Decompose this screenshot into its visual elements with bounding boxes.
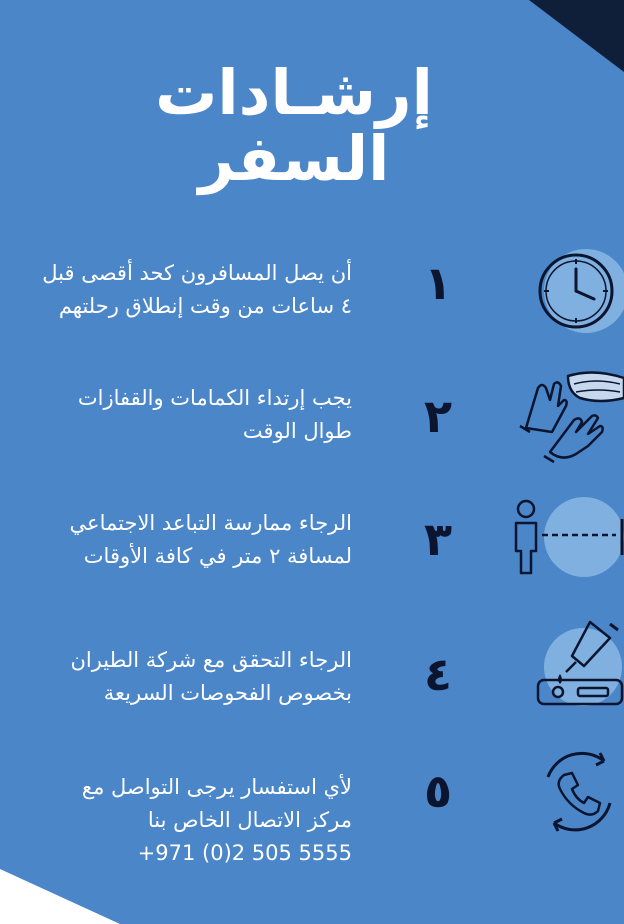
guideline-line-1: أن يصل المسافرون كحد أقصى قبل	[42, 261, 352, 285]
clock-icon	[536, 247, 624, 337]
guideline-number: ٣	[423, 512, 453, 566]
guideline-text	[0, 507, 352, 573]
guideline-text	[0, 257, 352, 323]
guideline-line-1: الرجاء ممارسة التباعد الاجتماعي	[69, 511, 352, 535]
guideline-number: ٤	[423, 647, 453, 701]
guideline-line-2: بخصوص الفحوصات السريعة	[103, 681, 352, 705]
corner-decoration-white	[0, 869, 120, 924]
guideline-text	[0, 644, 352, 710]
rapid-test-icon	[530, 616, 624, 710]
guideline-item-1	[0, 245, 624, 355]
guideline-line-1: الرجاء التحقق مع شركة الطيران	[70, 648, 352, 672]
guideline-line-2: مركز الاتصال الخاص بنا	[147, 808, 352, 832]
social-distance-icon	[508, 495, 624, 585]
phone-icon	[534, 747, 624, 837]
guideline-line-1: لأي استفسار يرجى التواصل مع	[81, 775, 352, 799]
guideline-item-4	[0, 640, 624, 750]
guideline-number: ٢	[423, 389, 453, 443]
page-title	[134, 56, 454, 195]
guideline-item-2	[0, 378, 624, 488]
mask-gloves-icon	[516, 370, 624, 470]
corner-decoration-dark	[529, 0, 624, 72]
guideline-line-2: لمسافة ٢ متر في كافة الأوقات	[83, 544, 352, 568]
guideline-item-3	[0, 505, 624, 615]
guideline-text	[0, 771, 352, 870]
guideline-line-2: طوال الوقت	[242, 419, 352, 443]
guideline-item-5	[0, 765, 624, 875]
guideline-number: ٥	[423, 764, 453, 818]
guideline-line-2: ٤ ساعات من وقت إنطلاق رحلتهم	[58, 294, 352, 318]
guideline-number: ١	[423, 256, 453, 310]
title-line-2: السفر	[198, 122, 390, 195]
title-line-1: إرشـادات	[155, 56, 433, 129]
guideline-line-1: يجب إرتداء الكمامات والقفازات	[77, 386, 352, 410]
phone-number: +971 (0)2 505 5555	[137, 841, 352, 865]
guideline-text	[0, 382, 352, 448]
